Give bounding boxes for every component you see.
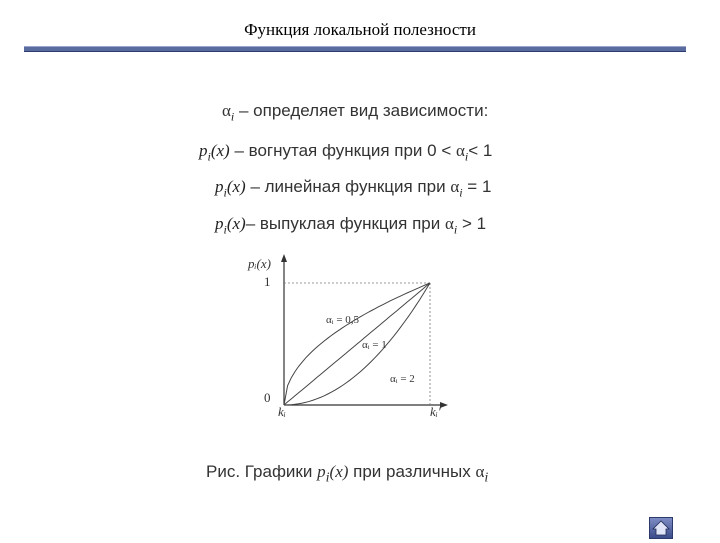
page-title: Функция локальной полезности — [244, 20, 476, 39]
alpha-subscript: i — [230, 109, 235, 124]
alpha-subscript: i — [453, 222, 458, 237]
alpha-subscript: i — [459, 185, 463, 200]
caption-func-subscript: i — [325, 469, 330, 486]
concave-text: – вогнутая функция при 0 < — [229, 141, 456, 160]
caption-func: p — [317, 462, 326, 481]
x-label-start: kᵢ — [278, 404, 286, 419]
alpha-symbol: α — [455, 141, 465, 160]
func-arg: (x) — [226, 214, 246, 233]
func-subscript: i — [207, 149, 211, 164]
caption-arg: (x) — [329, 462, 349, 481]
func-symbol: p — [215, 214, 224, 233]
concave-line — [199, 141, 492, 164]
convex-line — [215, 214, 486, 237]
alpha-symbol: α — [222, 101, 231, 120]
home-icon — [650, 518, 672, 538]
caption-alpha-subscript: i — [484, 469, 489, 486]
figure-caption — [206, 462, 488, 486]
graph-curves — [284, 283, 430, 405]
curve-label-convex: αᵢ = 2 — [390, 373, 415, 385]
func-arg: (x) — [210, 141, 230, 160]
utility-graph — [244, 250, 454, 425]
definition-text: – определяет вид зависимости: — [234, 101, 489, 120]
curve-label-linear: αᵢ = 1 — [362, 339, 387, 351]
linear-line — [215, 177, 491, 200]
home-button[interactable] — [649, 517, 673, 539]
linear-tail: = 1 — [462, 177, 492, 196]
y-axis-label: pᵢ(x) — [248, 256, 271, 271]
func-arg: (x) — [226, 177, 246, 196]
y-tick-one: 1 — [264, 274, 271, 289]
func-symbol: p — [199, 141, 208, 160]
curve-2 — [284, 283, 430, 405]
origin-label: 0 — [264, 390, 271, 405]
x-axis-arrow — [440, 402, 448, 408]
curve-label-concave: αᵢ = 0,5 — [326, 314, 360, 326]
linear-text: – линейная функция при — [245, 177, 451, 196]
func-subscript: i — [223, 185, 227, 200]
graph-axes — [281, 254, 448, 408]
alpha-subscript: i — [464, 149, 469, 164]
caption-alpha: α — [475, 462, 485, 481]
convex-tail: > 1 — [457, 214, 487, 233]
alpha-symbol: α — [444, 214, 454, 233]
definition-line-alpha — [222, 101, 488, 124]
x-label-end: kᵢ' — [430, 404, 441, 419]
y-axis-arrow — [281, 254, 287, 262]
convex-text: – выпуклая функция при — [245, 214, 445, 233]
title-divider — [24, 46, 686, 52]
func-subscript: i — [223, 222, 227, 237]
func-symbol: p — [215, 177, 224, 196]
caption-prefix: Рис. Графики — [206, 462, 318, 481]
concave-tail: < 1 — [468, 141, 493, 160]
alpha-symbol: α — [450, 177, 460, 196]
caption-mid: при различных — [348, 462, 476, 481]
